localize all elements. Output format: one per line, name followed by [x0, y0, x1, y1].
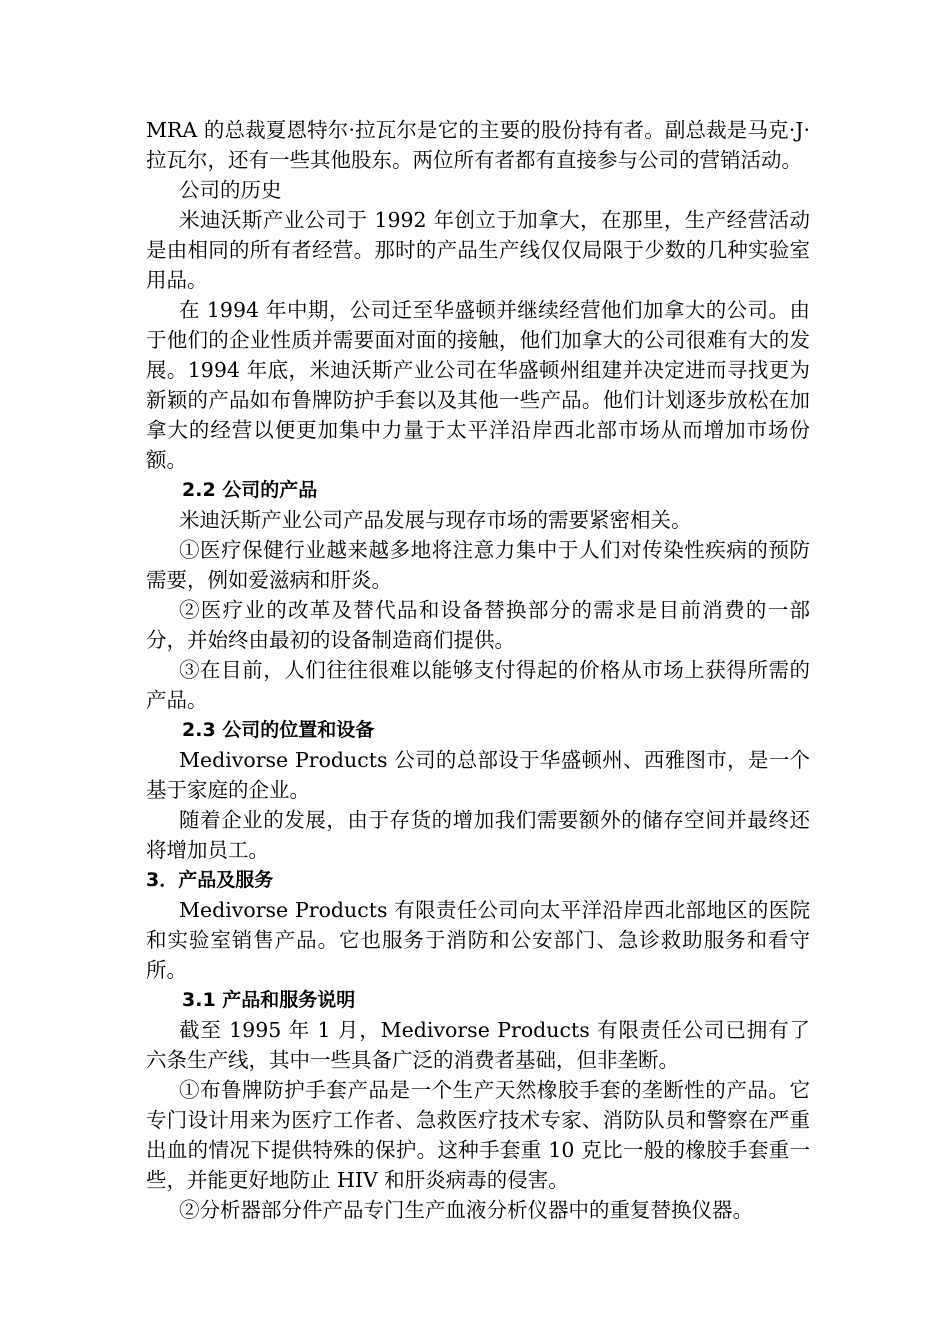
paragraph-products-item-1: ①医疗保健行业越来越多地将注意力集中于人们对传染性疾病的预防需要，例如爱滋病和肝炎。: [146, 538, 810, 592]
paragraph-history-relocation: 在 1994 年中期，公司迁至华盛顿并继续经营他们加拿大的公司。由于他们的企业性质并需要面对面的接触，他们加拿大的公司很难有大的发展。1994 年底，米迪沃斯产业公司在华盛顿州组建并决定进而寻找更为新颖的产品如布鲁牌防护手套以及其他一些产品。他们计划逐步放松在加拿大的经营以便更加集中力量于太平洋沿岸西北部市场从而增加市场份额。: [146, 298, 810, 472]
paragraph-products-item-2: ②医疗业的改革及替代品和设备替换部分的需求是目前消费的一部分，并始终由最初的设备制造商们提供。: [146, 598, 810, 652]
paragraph-analyzer-parts: ②分析器部分件产品专门生产血液分析仪器中的重复替换仪器。: [179, 1198, 753, 1222]
paragraph-location-hq: Medivorse Products 公司的总部设于华盛顿州、西雅图市，是一个基于家庭的企业。: [146, 748, 810, 802]
paragraph-products-item-3: ③在目前，人们往往很难以能够支付得起的价格从市场上获得所需的产品。: [146, 658, 810, 712]
heading-2-2-products: 2.2 公司的产品: [182, 479, 318, 501]
document-body: [146, 115, 810, 1225]
paragraph-products-intro: 米迪沃斯产业公司产品发展与现存市场的需要紧密相关。: [179, 508, 692, 532]
paragraph-products-services: Medivorse Products 有限责任公司向太平洋沿岸西北部地区的医院和实验室销售产品。它也服务于消防和公安部门、急诊救助服务和看守所。: [146, 898, 810, 982]
paragraph-shareholders: MRA 的总裁夏恩特尔·拉瓦尔是它的主要的股份持有者。副总裁是马克·J·拉瓦尔，还有一些其他股东。两位所有者都有直接参与公司的营销活动。: [146, 118, 810, 172]
paragraph-gloves: ①布鲁牌防护手套产品是一个生产天然橡胶手套的垄断性的产品。它专门设计用来为医疗工作者、急救医疗技术专家、消防队员和警察在严重出血的情况下提供特殊的保护。这种手套重 10 克比一般的橡胶手套重一些，并能更好地防止 HIV 和肝炎病毒的侵害。: [146, 1078, 810, 1192]
paragraph-history-title: 公司的历史: [179, 178, 282, 202]
heading-3-1-description: 3.1 产品和服务说明: [182, 989, 356, 1011]
heading-3-products-services: 3．产品及服务: [146, 869, 274, 891]
heading-2-3-location: 2.3 公司的位置和设备: [182, 719, 375, 741]
paragraph-location-growth: 随着企业的发展，由于存货的增加我们需要额外的储存空间并最终还将增加员工。: [146, 808, 810, 862]
paragraph-product-lines: 截至 1995 年 1 月，Medivorse Products 有限责任公司已拥有了六条生产线，其中一些具备广泛的消费者基础，但非垄断。: [146, 1018, 810, 1072]
paragraph-history-founding: 米迪沃斯产业公司于 1992 年创立于加拿大，在那里，生产经营活动是由相同的所有者经营。那时的产品生产线仅仅局限于少数的几种实验室用品。: [146, 208, 810, 292]
